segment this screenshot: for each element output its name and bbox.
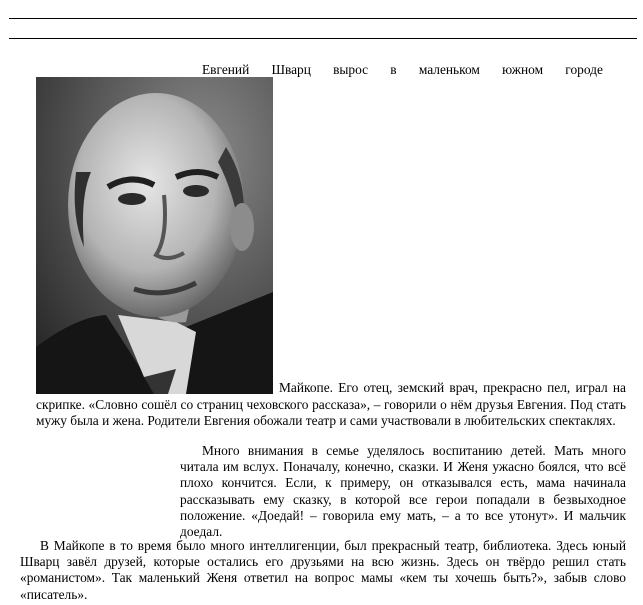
intro-word: Евгений: [202, 62, 250, 77]
intro-word: вырос: [333, 62, 369, 77]
intro-line: [202, 62, 603, 78]
intro-word: маленьком: [418, 62, 480, 77]
portrait-photo-icon: [36, 77, 273, 394]
intro-word: Шварц: [271, 62, 311, 77]
paragraph-1-text: скрипке. «Словно сошёл со страниц чеховского рассказа», – говорили о нём друзья Евгения. Под стать мужу была и жена. Родители Евгения обожали театр и сами участвовали в любительских спектаклях.: [36, 397, 626, 429]
second-rule: [9, 38, 637, 39]
paragraph-3-text: В Майкопе в то время было много интеллигенции, был прекрасный театр, библиотека. Здесь юный Шварц завёл друзей, которые остались его друзьями на всю жизнь. Здесь он твёрдо решил стать «романистом». Так маленький Женя ответил на вопрос мамы «кем ты хочешь быть?», забыв слово «писатель».: [20, 538, 626, 602]
top-rule: [9, 18, 637, 19]
paragraph-1-first-line: Майкопе. Его отец, земский врач, прекрасно пел, играл на: [279, 380, 626, 395]
intro-word: городе: [565, 62, 603, 77]
intro-word: в: [390, 62, 397, 77]
paragraph-2-text: Много внимания в семье уделялось воспитанию детей. Мать много читала им вслух. Поначалу, конечно, сказки. И Женя ужасно боялся, что всё плохо кончится. Если, к примеру, он отказывался есть, мама начинала рассказывать ему сказку, в которой все герои попадали в безвыходное положение. «Доедай! – говорила ему мать, – а то все утонут». И мальчик доедал.: [180, 443, 626, 540]
intro-word: южном: [502, 62, 544, 77]
portrait-photo: [36, 77, 273, 394]
